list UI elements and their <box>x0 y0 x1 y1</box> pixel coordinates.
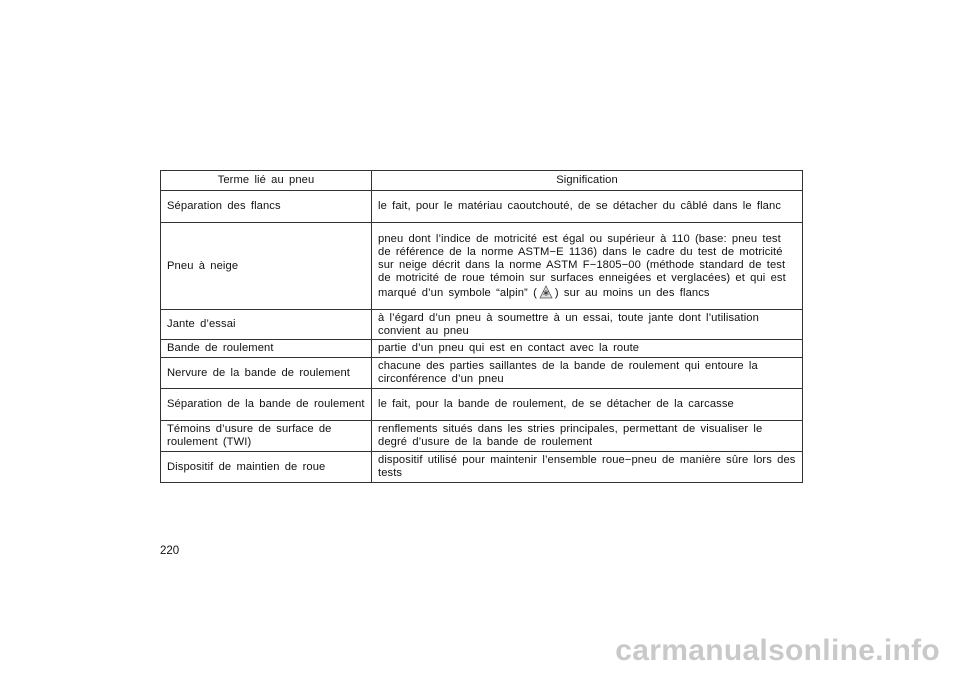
page-number: 220 <box>160 545 180 557</box>
meaning-cell <box>372 223 803 310</box>
meaning-cell: à l’égard d’un pneu à soumettre à un essai, toute jante dont l’utilisation convient au pneu <box>372 310 803 340</box>
meaning-cell: le fait, pour la bande de roulement, de se détacher de la carcasse <box>372 389 803 421</box>
meaning-cell: partie d’un pneu qui est en contact avec la route <box>372 340 803 358</box>
table-row <box>161 452 803 483</box>
term-cell: Témoins d’usure de surface de roulement (TWI) <box>161 421 372 452</box>
term-cell: Séparation de la bande de roulement <box>161 389 372 421</box>
term-cell: Bande de roulement <box>161 340 372 358</box>
header-meaning: Signification <box>372 171 803 191</box>
term-cell: Pneu à neige <box>161 223 372 310</box>
meaning-text-before: pneu dont l’indice de motricité est égal ou supérieur à 110 (base: pneu test de référence de la norme ASTM−E 1136) dans le cadre du test de motricité sur neige décrit dans la norme ASTM F−1805−00 (méthode standard de test de motricité de roue témoin sur surfaces enneigées et verglacées) et qui est marqué d’un symbole “alpin” ( <box>378 232 786 299</box>
table-row <box>161 340 803 358</box>
table-header-row <box>161 171 803 191</box>
meaning-cell: renflements situés dans les stries principales, permettant de visualiser le degré d’usure de la bande de roulement <box>372 421 803 452</box>
term-cell: Séparation des flancs <box>161 191 372 223</box>
meaning-cell: dispositif utilisé pour maintenir l’ensemble roue−pneu de manière sûre lors des tests <box>372 452 803 483</box>
table-row <box>161 358 803 389</box>
term-cell: Jante d’essai <box>161 310 372 340</box>
table-row <box>161 191 803 223</box>
header-term: Terme lié au pneu <box>161 171 372 191</box>
meaning-cell: chacune des parties saillantes de la bande de roulement qui entoure la circonférence d’un pneu <box>372 358 803 389</box>
table-row <box>161 310 803 340</box>
watermark: carmanualsonline.info <box>615 634 940 667</box>
meaning-cell: le fait, pour le matériau caoutchouté, de se détacher du câblé dans le flanc <box>372 191 803 223</box>
table-row <box>161 223 803 310</box>
alpine-snowflake-mountain-icon <box>539 285 553 299</box>
meaning-text-after: ) sur au moins un des flancs <box>554 286 710 299</box>
table-row <box>161 389 803 421</box>
term-cell: Nervure de la bande de roulement <box>161 358 372 389</box>
tire-terms-table <box>160 170 803 483</box>
table-row <box>161 421 803 452</box>
term-cell: Dispositif de maintien de roue <box>161 452 372 483</box>
